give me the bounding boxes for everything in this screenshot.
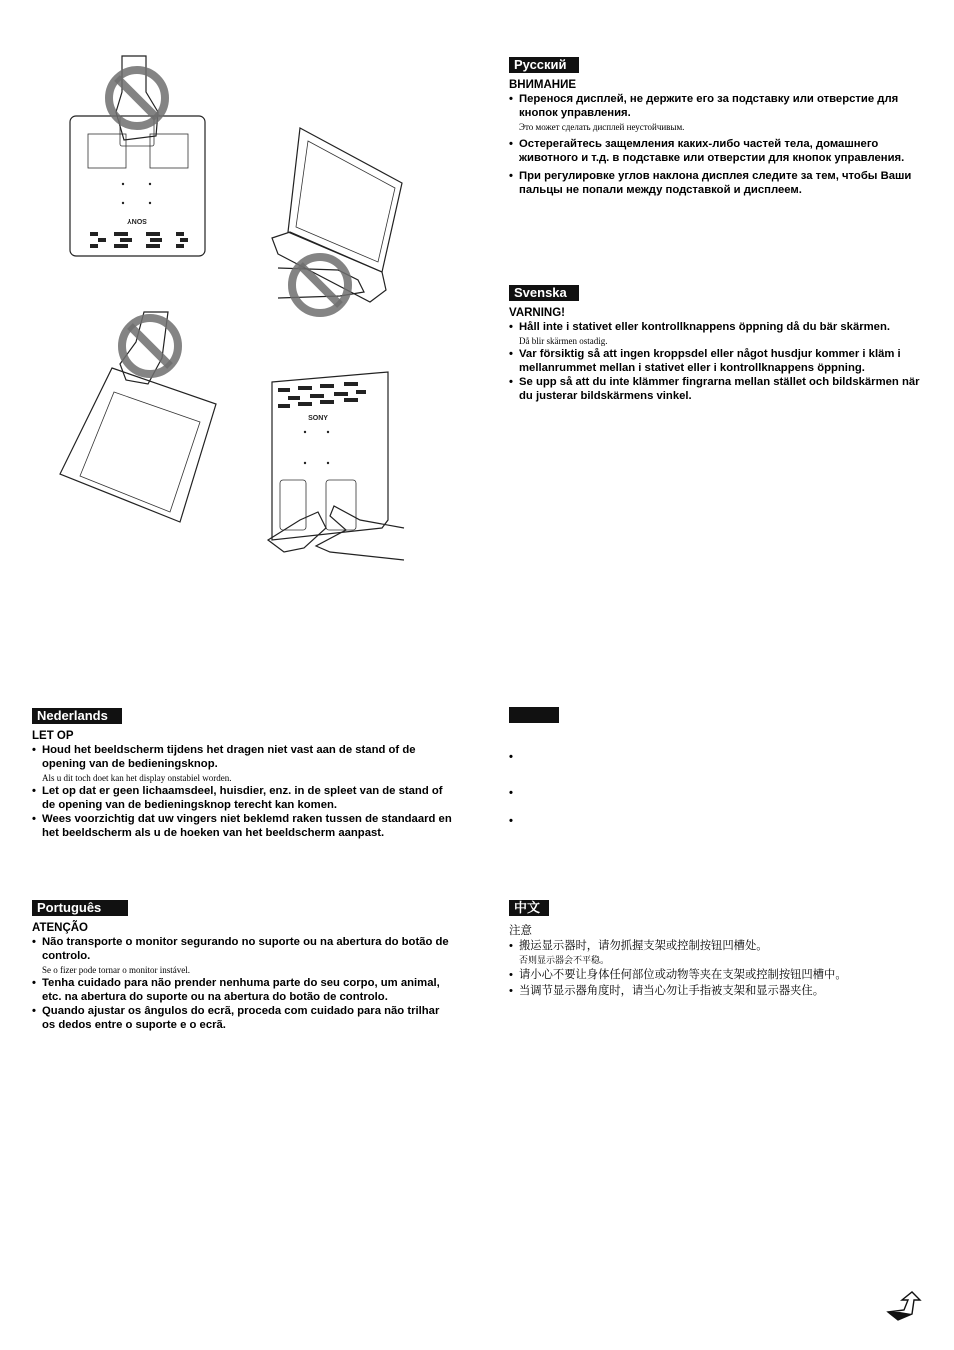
- warning-list: [32, 935, 452, 1032]
- list-item: • Quando ajustar os ângulos do ecrã, proceda com cuidado para não trilhar os dedos entre o suporte e o ecrã.: [32, 1004, 452, 1032]
- list-item: • Wees voorzichtig dat uw vingers niet beklemd raken tussen de standaard en het beeldscherm als u de hoeken van het beeldscherm aanpast.: [32, 812, 452, 840]
- warning-list: [509, 92, 929, 197]
- section-portuguese: [32, 899, 452, 1032]
- lang-tab-russian: Русский: [509, 57, 579, 73]
- list-item: • Houd het beeldscherm tijdens het dragen niet vast aan de stand of de opening van de bedieningsknop. Als u dit toch doet kan het display onstabiel worden.: [32, 743, 452, 784]
- list-item: • 请小心不要让身体任何部位或动物等夹在支架或控制按钮凹槽中。: [509, 968, 929, 982]
- note-text: Als u dit toch doet kan het display onstabiel worden.: [42, 773, 232, 783]
- list-item: • Let op dat er geen lichaamsdeel, huisdier, enz. in de spleet van de stand of de opening van de bedieningsknop terecht kan komen.: [32, 784, 452, 812]
- section-russian: [509, 56, 929, 197]
- lang-tab-chinese: 中文: [509, 900, 549, 916]
- figure-hand-in-slot: [268, 372, 404, 560]
- list-item: • 搬运显示器时，请勿抓握支架或控制按钮凹槽处。 否则显示器会不平稳。: [509, 939, 929, 966]
- brand-logo-fig1: SONY: [127, 217, 147, 224]
- section-blank: [509, 707, 929, 850]
- list-item: [509, 750, 929, 786]
- warning-heading: VARNING!: [509, 307, 566, 319]
- list-item: [509, 786, 929, 814]
- brand-logo-fig4: SONY: [308, 415, 328, 422]
- warning-list: [509, 750, 929, 850]
- section-dutch: [32, 707, 452, 840]
- lang-tab-swedish: Svenska: [509, 285, 579, 301]
- note-text: Se o fizer pode tornar o monitor instável.: [42, 965, 190, 975]
- list-item: • Tenha cuidado para não prender nenhuma parte do seu corpo, um animal, etc. na abertura do suporte ou na abertura do botão de controlo.: [32, 976, 452, 1004]
- page-turn-arrow-icon: [888, 1292, 920, 1320]
- lang-tab-blank: [509, 707, 559, 723]
- list-item: • 当调节显示器角度时，请当心勿让手指被支架和显示器夹住。: [509, 984, 929, 998]
- warning-heading: 注意: [509, 925, 532, 937]
- note-text: Då blir skärmen ostadig.: [519, 336, 608, 346]
- lang-tab-portuguese: Português: [32, 900, 128, 916]
- list-item: • Остерегайтесь защемления каких-либо частей тела, домашнего животного и т.д. в подставке или отверстии для кнопок управления.: [509, 137, 929, 165]
- warning-list: [32, 743, 452, 840]
- list-item: • Não transporte o monitor segurando no suporte ou na abertura do botão de controlo. Se o fizer pode tornar o monitor instável.: [32, 935, 452, 976]
- warning-list: [509, 320, 929, 403]
- list-item: • При регулировке углов наклона дисплея следите за тем, чтобы Ваши пальцы не попали между подставкой и дисплеем.: [509, 169, 929, 197]
- list-item: [509, 814, 929, 850]
- list-item: • Перенося дисплей, не держите его за подставку или отверстие для кнопок управления. Это может сделать дисплей неустойчивым.: [509, 92, 929, 133]
- lang-tab-dutch: Nederlands: [32, 708, 122, 724]
- warning-list: [509, 939, 929, 998]
- list-item: • Var försiktig så att ingen kroppsdel eller något husdjur kommer i kläm i mellanrummet mellan i stativet eller i kontrollknappens öppning.: [509, 347, 929, 375]
- section-swedish: [509, 284, 929, 403]
- warning-heading: ВНИМАНИЕ: [509, 79, 577, 91]
- warning-heading: LET OP: [32, 730, 74, 742]
- figure-carry-by-handle: [70, 56, 205, 256]
- list-item: • Se upp så att du inte klämmer fingrarna mellan stället och bildskärmen när du justerar bildskärmens vinkel.: [509, 375, 929, 403]
- note-text: Это может сделать дисплей неустойчивым.: [519, 122, 685, 132]
- figure-hold-top-edge: [60, 312, 216, 522]
- section-chinese: [509, 899, 929, 998]
- figure-stand-pinch: [272, 128, 402, 313]
- list-item: • Håll inte i stativet eller kontrollknappens öppning då du bär skärmen. Då blir skärmen ostadig.: [509, 320, 929, 347]
- warning-heading: ATENÇÃO: [32, 922, 89, 934]
- note-text: 否则显示器会不平稳。: [519, 955, 610, 965]
